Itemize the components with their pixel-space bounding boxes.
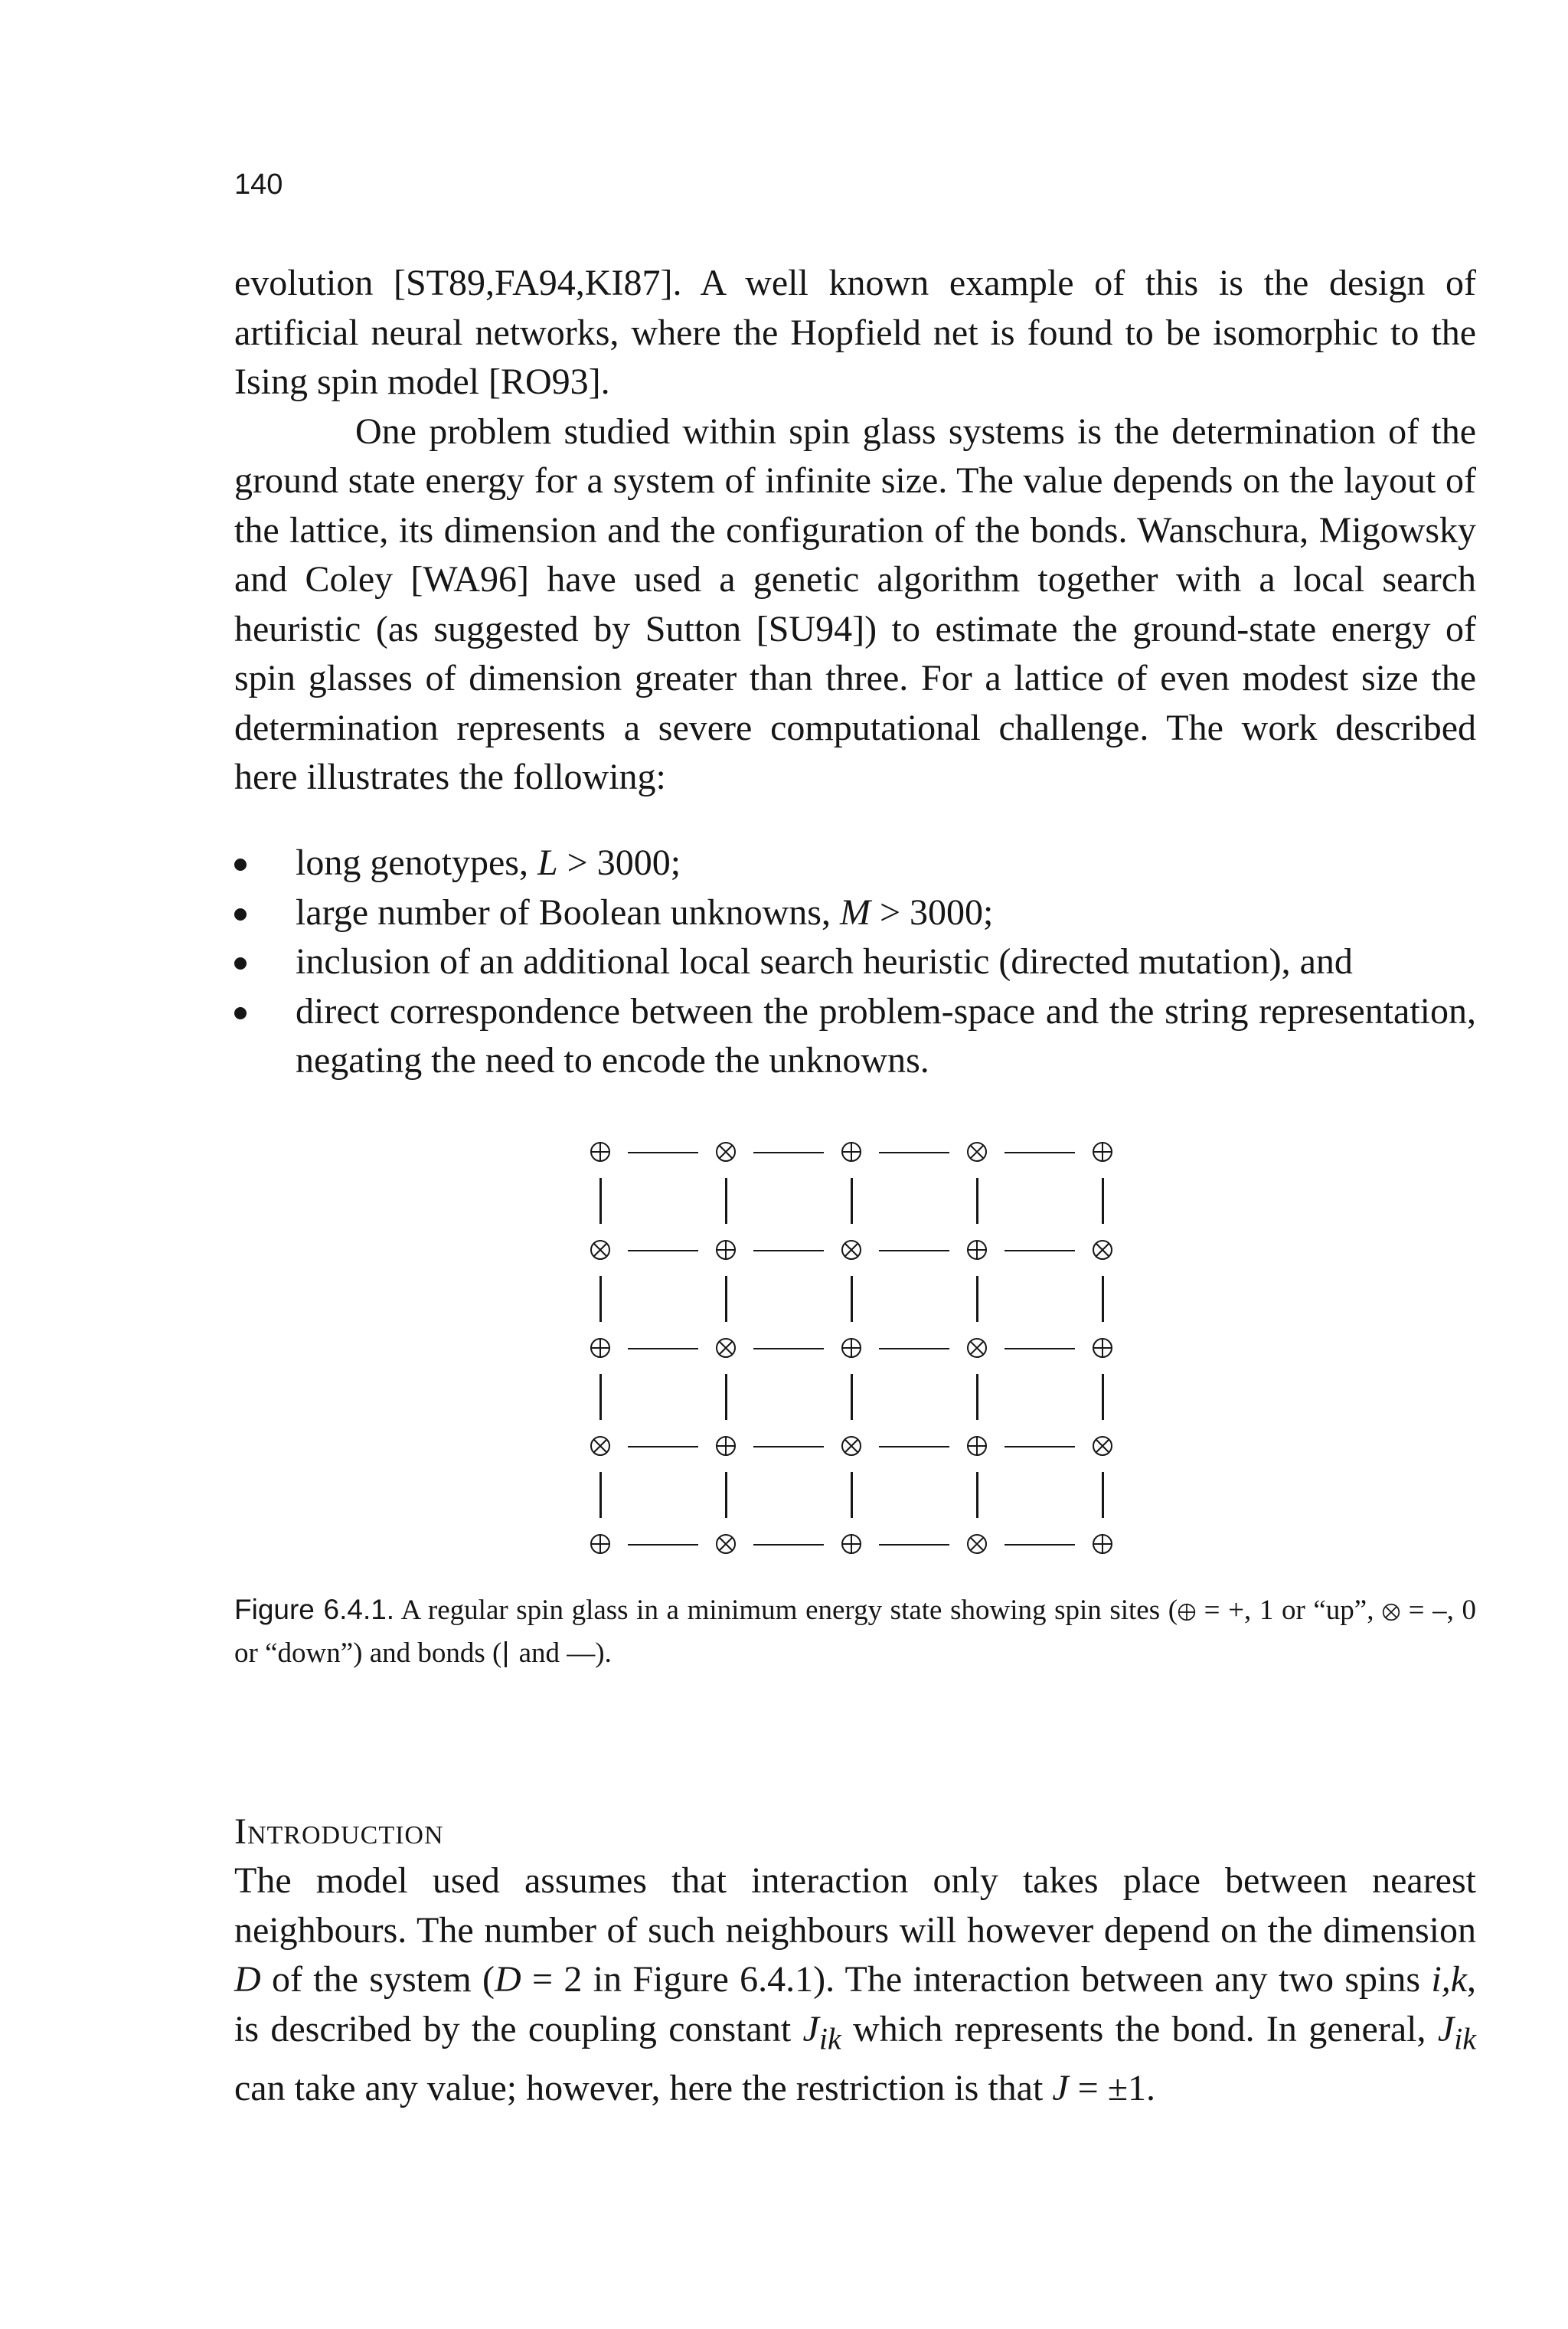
horizontal-bond bbox=[753, 1446, 824, 1447]
horizontal-bond bbox=[628, 1446, 698, 1447]
horizontal-bond bbox=[1004, 1446, 1075, 1447]
spin-up-icon bbox=[841, 1141, 862, 1163]
horizontal-bond bbox=[879, 1446, 949, 1447]
horizontal-bond bbox=[753, 1250, 824, 1251]
horizontal-bond bbox=[628, 1250, 698, 1251]
vertical-bond bbox=[851, 1472, 853, 1518]
vertical-bond bbox=[976, 1374, 978, 1420]
spin-up-icon bbox=[1092, 1141, 1113, 1163]
bullet-item: long genotypes, L > 3000; bbox=[234, 839, 1476, 888]
spin-up-icon bbox=[590, 1337, 611, 1359]
spin-down-icon bbox=[966, 1337, 988, 1359]
spin-up-icon bbox=[1178, 1603, 1196, 1621]
vertical-bond bbox=[1102, 1178, 1104, 1224]
horizontal-bond bbox=[628, 1544, 698, 1546]
horizontal-bond bbox=[753, 1544, 824, 1546]
paragraph-evolution: evolution [ST89,FA94,KI87]. A well known example of this is the design of artificial neural networks, where the Hopfield net is found to be isomorphic to the Ising spin model [RO93]. bbox=[234, 263, 1476, 402]
spin-down-icon bbox=[590, 1435, 611, 1457]
spin-up-icon bbox=[966, 1435, 988, 1457]
spin-up-icon bbox=[1092, 1337, 1113, 1359]
horizontal-bond bbox=[879, 1250, 949, 1251]
paragraph-ground-state: One problem studied within spin glass systems is the determination of the ground state energy for a system of infinite size. The value depends on the layout of the lattice, its dimension and the configuration of the bonds. Wanschura, Migowsky and Coley [WA96] have used a genetic algorithm together with a local search heuristic (as suggested by Sutton [SU94]) to estimate the ground-state energy of spin glasses of dimension greater than three. For a lattice of even modest size the determination represents a severe computational challenge. The work described here illustrates the following: bbox=[234, 411, 1476, 797]
vertical-bond bbox=[725, 1472, 727, 1518]
bullet-dot bbox=[234, 908, 247, 921]
vertical-bond bbox=[725, 1374, 727, 1420]
spin-up-icon bbox=[590, 1141, 611, 1163]
horizontal-bond bbox=[879, 1348, 949, 1349]
vertical-bond bbox=[1102, 1374, 1104, 1420]
bullet-item: inclusion of an additional local search heuristic (directed mutation), and bbox=[234, 937, 1476, 987]
spin-down-icon bbox=[966, 1141, 988, 1163]
vertical-bond bbox=[599, 1178, 602, 1224]
vertical-bond bbox=[976, 1276, 978, 1322]
vertical-bond-icon bbox=[505, 1641, 507, 1667]
vertical-bond bbox=[725, 1276, 727, 1322]
bullet-dot bbox=[234, 1007, 247, 1019]
spin-up-icon bbox=[715, 1435, 737, 1457]
horizontal-bond bbox=[753, 1152, 824, 1153]
horizontal-bond bbox=[879, 1544, 949, 1546]
spin-down-icon bbox=[1382, 1603, 1400, 1621]
spin-down-icon bbox=[590, 1239, 611, 1261]
vertical-bond bbox=[725, 1178, 727, 1224]
horizontal-bond bbox=[753, 1348, 824, 1349]
section-heading: Introduction bbox=[234, 1811, 444, 1852]
spin-up-icon bbox=[590, 1533, 611, 1555]
spin-down-icon bbox=[715, 1337, 737, 1359]
bullet-item: large number of Boolean unknowns, M > 3000; bbox=[234, 888, 1476, 938]
model-text bbox=[234, 1856, 1476, 2113]
spin-down-icon bbox=[715, 1533, 737, 1555]
vertical-bond bbox=[976, 1178, 978, 1224]
spin-up-icon bbox=[1092, 1533, 1113, 1555]
bullet-item: direct correspondence between the problem-space and the string representation, negating the need to encode the unknowns. bbox=[234, 987, 1476, 1086]
figure-caption: Figure 6.4.1. A regular spin glass in a minimum energy state showing spin sites ( = +, 1 or “up”, = –, 0 or “down”) and bonds ( and —). bbox=[234, 1594, 1476, 1669]
spin-glass-lattice bbox=[590, 1141, 1141, 1570]
vertical-bond bbox=[599, 1374, 602, 1420]
horizontal-bond bbox=[1004, 1250, 1075, 1251]
bullet-dot bbox=[234, 859, 247, 871]
figure-label: Figure 6.4.1. bbox=[234, 1594, 395, 1625]
bullet-dot bbox=[234, 957, 247, 970]
bullet-list bbox=[234, 839, 1476, 1086]
page-number: 140 bbox=[234, 168, 283, 201]
vertical-bond bbox=[599, 1472, 602, 1518]
spin-down-icon bbox=[966, 1533, 988, 1555]
paragraph-model: The model used assumes that interaction only takes place between nearest neighbours. The number of such neighbours will however depend on the dimension D of the system (D = 2 in Figure 6.4.1). The interaction between any two spins i,k, is described by the coupling constant $J_{ik}$ which represents the bond. In general, $J_{ik}$ can take any value; however, here the restriction is that J = ±1. bbox=[234, 1860, 1476, 2108]
horizontal-bond bbox=[628, 1348, 698, 1349]
horizontal-bond bbox=[1004, 1152, 1075, 1153]
spin-down-icon bbox=[1092, 1435, 1113, 1457]
vertical-bond bbox=[976, 1472, 978, 1518]
horizontal-bond bbox=[1004, 1544, 1075, 1546]
spin-down-icon bbox=[841, 1239, 862, 1261]
spin-up-icon bbox=[715, 1239, 737, 1261]
vertical-bond bbox=[1102, 1472, 1104, 1518]
spin-down-icon bbox=[1092, 1239, 1113, 1261]
spin-up-icon bbox=[966, 1239, 988, 1261]
spin-down-icon bbox=[841, 1435, 862, 1457]
vertical-bond bbox=[851, 1178, 853, 1224]
spin-up-icon bbox=[841, 1533, 862, 1555]
vertical-bond bbox=[599, 1276, 602, 1322]
intro-text bbox=[234, 259, 1476, 803]
horizontal-bond bbox=[628, 1152, 698, 1153]
vertical-bond bbox=[1102, 1276, 1104, 1322]
horizontal-bond bbox=[879, 1152, 949, 1153]
vertical-bond bbox=[851, 1276, 853, 1322]
spin-up-icon bbox=[841, 1337, 862, 1359]
spin-down-icon bbox=[715, 1141, 737, 1163]
vertical-bond bbox=[851, 1374, 853, 1420]
horizontal-bond bbox=[1004, 1348, 1075, 1349]
